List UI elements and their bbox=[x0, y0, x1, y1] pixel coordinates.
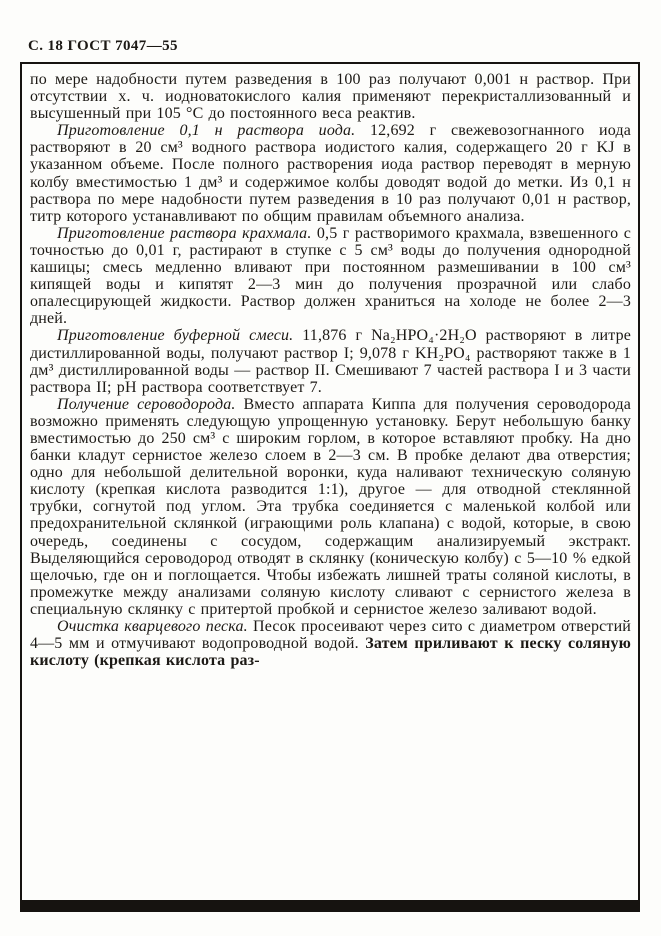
paragraph-text: 11,876 г Na₂HPO₄·2H₂O растворяют в литре дистиллированной воды, получают раствор I; 9,078 г KH₂PO₄ растворяют также в 1 дм³ дистиллированной воды — раствор II. Смешивают 7 частей раствора I и 3 части раствора II; pH раствора соответствует 7. bbox=[30, 327, 631, 396]
paragraph-text: 12,692 г свежевозогнанного иода растворяют в 20 см³ водного раствора иодистого калия, содержащего 20 г KJ в указанном объеме. После полного растворения иода раствор переводят в мерную колбу вместимостью 1 дм³ и содержимое колбы доводят водой до метки. Из 0,1 н раствора по мере надобности путем разведения в 10 раз получают 0,01 н раствор, титр которого устанавливают по общим правилам объемного анализа. bbox=[30, 122, 631, 225]
paragraph bbox=[30, 396, 631, 618]
paragraph-text: по мере надобности путем разведения в 100 раз получают 0,001 н раствор. При отсутствии х. ч. иодноватокислого калия применяют перекристаллизованный и высушенный при 105 °C до постоянного веса реактив. bbox=[30, 71, 631, 123]
paragraph-text: Песок просеивают через сито с диаметром отверстий 4—5 мм и отмучивают водопроводной водой. bbox=[30, 618, 631, 653]
text-frame bbox=[20, 62, 640, 912]
paragraph-lead: Приготовление 0,1 н раствора иода. bbox=[57, 122, 356, 140]
paragraph-lead: Приготовление буферной смеси. bbox=[57, 327, 294, 345]
paragraph bbox=[30, 71, 631, 122]
paragraph-text: Вместо аппарата Киппа для получения сероводорода возможно применять следующую упрощенную установку. Берут небольшую банку вместимостью до 250 см³ с широким горлом, в которое вставляют пробку. На дно банки кладут сернистое железо слоем в 2—3 см. В пробке делают два отверстия; одно для небольшой делительной воронки, куда наливают техническую соляную кислоту (крепкая кислота разводится 1:1), другое — для отводной стеклянной трубки, согнутой под углом. Эта трубка соединяется с маленькой колбой или предохранительной склянкой (играющими роль клапана) с водой, которые, в свою очередь, соединены с сосудом, содержащим анализируемый экстракт. Выделяющийся сероводород отводят в склянку (коническую колбу) с 5—10 % едкой щелочью, где он и поглощается. Чтобы избежать лишней траты соляной кислоты, в промежутке между анализами соляную кислоту сливают с сернистого железа в специальную склянку с притертой пробкой и сернистое железо заливают водой. bbox=[30, 395, 631, 618]
paragraph bbox=[30, 225, 631, 328]
page-header: С. 18 ГОСТ 7047—55 bbox=[28, 38, 178, 54]
paragraph-text: 0,5 г растворимого крахмала, взвешенного с точностью до 0,01 г, растирают в ступке с 5 см³ воды до получения однородной кашицы; смесь медленно вливают при постоянном размешивании в 100 см³ кипящей воды и кипятят 2—3 мин до получения прозрачной или слабо опалесцирующей жидкости. Раствор должен храниться на холоде не более 2—3 дней. bbox=[30, 224, 631, 328]
paragraph bbox=[30, 618, 631, 669]
paragraph-lead: Получение сероводорода. bbox=[57, 395, 236, 413]
paragraph-lead: Очистка кварцевого песка. bbox=[57, 618, 248, 635]
paragraph-lead: Приготовление раствора крахмала. bbox=[57, 224, 312, 242]
paragraph bbox=[30, 122, 631, 225]
paragraph bbox=[30, 327, 631, 395]
paragraph-text-bold: Затем приливают к песку соляную кислоту (крепкая кислота раз- bbox=[30, 635, 631, 670]
